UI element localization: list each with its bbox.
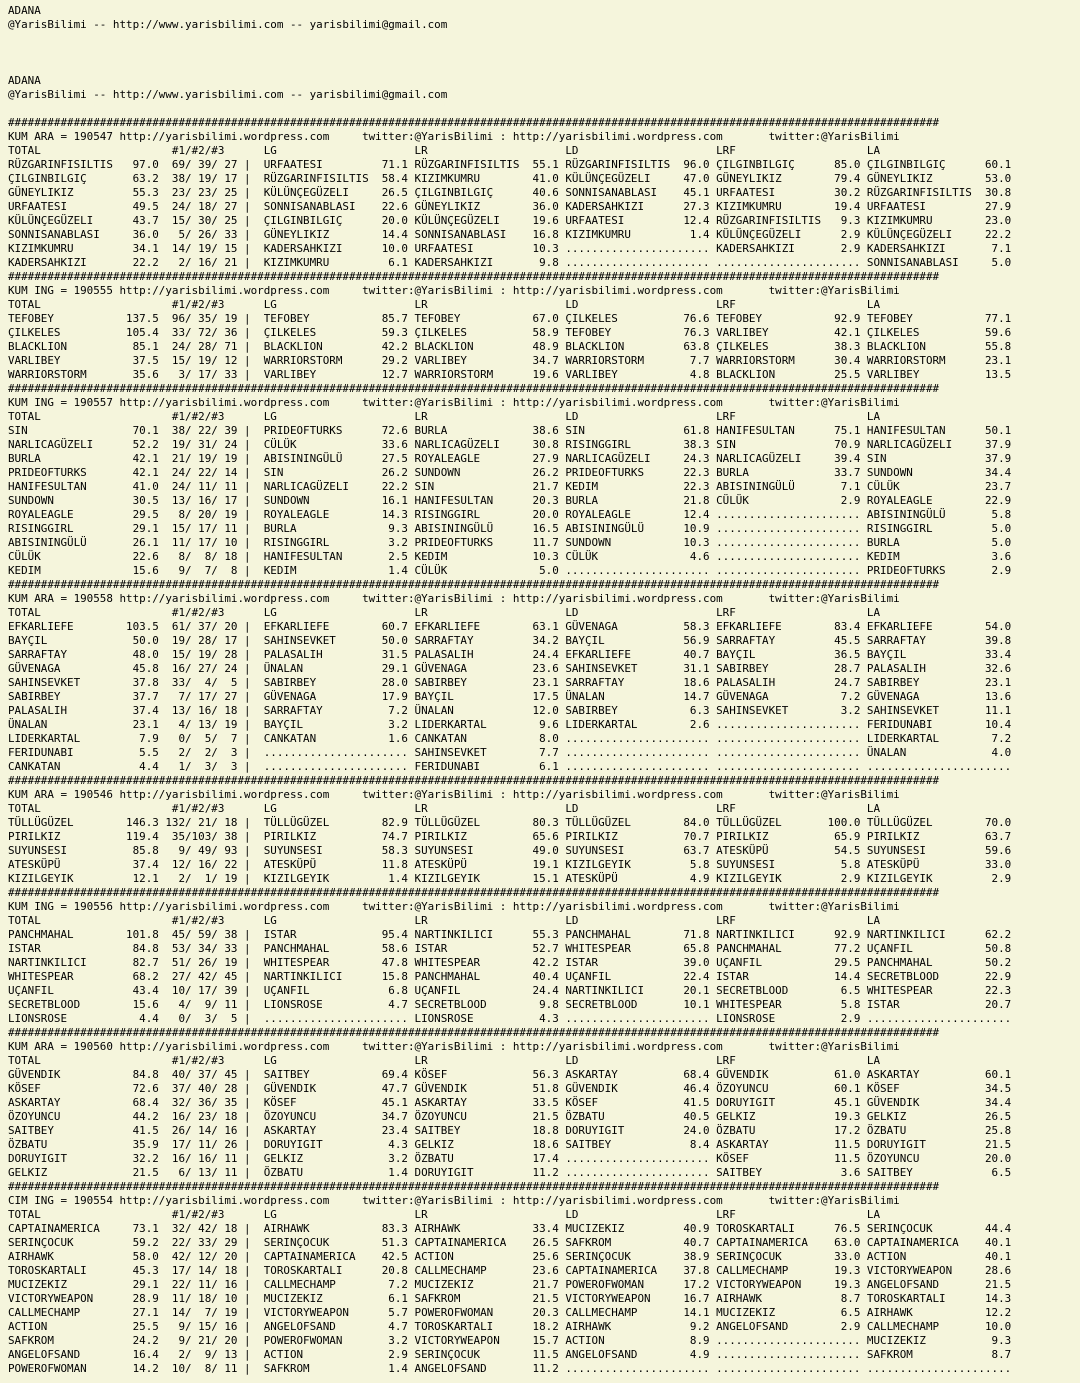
table-row: KÖSEF 72.6 37/ 40/ 28 | GÜVENDIK 47.7 GÜVENDIK 51.8 GÜVENDIK 46.4 ÖZOYUNCU 60.1 KÖSEF 34.5 — [8, 1082, 1012, 1095]
table-title: KUM ARA = 190558 http://yarisbilimi.wordpress.com twitter:@YarisBilimi : http://yarisbilimi.wordpress.com twitter:@YarisBilimi — [8, 592, 900, 605]
table-row: CÜLÜK 22.6 8/ 8/ 18 | HANIFESULTAN 2.5 KEDIM 10.3 CÜLÜK 4.6 ...................... KEDIM 3.6 — [8, 550, 1012, 563]
table-row: TEFOBEY 137.5 96/ 35/ 19 | TEFOBEY 85.7 TEFOBEY 67.0 ÇILKELES 76.6 TEFOBEY 92.9 TEFOBEY 77.1 — [8, 312, 1012, 325]
table-row: ÖZOYUNCU 44.2 16/ 23/ 18 | ÖZOYUNCU 34.7 ÖZOYUNCU 21.5 ÖZBATU 40.5 GELKIZ 19.3 GELKIZ 26.5 — [8, 1110, 1012, 1123]
separator: ############################################################################################################################################## — [8, 116, 940, 129]
table-row: NARTINKILICI 82.7 51/ 26/ 19 | WHITESPEAR 47.8 WHITESPEAR 42.2 ISTAR 39.0 UÇANFIL 29.5 PANCHMAHAL 50.2 — [8, 956, 1012, 969]
table-row: ROYALEAGLE 29.5 8/ 20/ 19 | ROYALEAGLE 14.3 RISINGGIRL 20.0 ROYALEAGLE 12.4 ...................... ABISININGÜLÜ 5.8 — [8, 508, 1012, 521]
page-title-repeat: ADANA — [8, 74, 41, 87]
table-row: VICTORYWEAPON 28.9 11/ 18/ 10 | MUCIZEKIZ 6.1 SAFKROM 21.5 VICTORYWEAPON 16.7 AIRHAWK 8.7 TOROSKARTALI 14.3 — [8, 1292, 1012, 1305]
table-row: GÜNEYLIKIZ 55.3 23/ 23/ 25 | KÜLÜNÇEGÜZELI 26.5 ÇILGINBILGIÇ 40.6 SONNISANABLASI 45.1 URFAATESI 30.2 RÜZGARINFISILTIS 30.8 — [8, 186, 1012, 199]
table-row: BURLA 42.1 21/ 19/ 19 | ABISININGÜLÜ 27.5 ROYALEAGLE 27.9 NARLICAGÜZELI 24.3 NARLICAGÜZELI 39.4 SIN 37.9 — [8, 452, 1012, 465]
table-title: KUM ARA = 190560 http://yarisbilimi.wordpress.com twitter:@YarisBilimi : http://yarisbilimi.wordpress.com twitter:@YarisBilimi — [8, 1040, 900, 1053]
table-row: POWEROFWOMAN 14.2 10/ 8/ 11 | SAFKROM 1.4 ANGELOFSAND 11.2 ...................... ...................... ...................... — [8, 1362, 1012, 1375]
table-header: TOTAL #1/#2/#3 LG LR LD LRF LA — [8, 1054, 881, 1067]
table-header: TOTAL #1/#2/#3 LG LR LD LRF LA — [8, 1208, 881, 1221]
table-row: SABIRBEY 37.7 7/ 17/ 27 | GÜVENAGA 17.9 BAYÇIL 17.5 ÜNALAN 14.7 GÜVENAGA 7.2 GÜVENAGA 13.6 — [8, 690, 1012, 703]
table-row: ABISININGÜLÜ 26.1 11/ 17/ 10 | RISINGGIRL 3.2 PRIDEOFTURKS 11.7 SUNDOWN 10.3 ...................... BURLA 5.0 — [8, 536, 1012, 549]
table-title: KUM ARA = 190547 http://yarisbilimi.wordpress.com twitter:@YarisBilimi : http://yarisbilimi.wordpress.com twitter:@YarisBilimi — [8, 130, 900, 143]
table-row: SIN 70.1 38/ 22/ 39 | PRIDEOFTURKS 72.6 BURLA 38.6 SIN 61.8 HANIFESULTAN 75.1 HANIFESULTAN 50.1 — [8, 424, 1012, 437]
table-row: KIZILGEYIK 12.1 2/ 1/ 19 | KIZILGEYIK 1.4 KIZILGEYIK 15.1 ATESKÜPÜ 4.9 KIZILGEYIK 2.9 KIZILGEYIK 2.9 — [8, 872, 1012, 885]
table-row: HANIFESULTAN 41.0 24/ 11/ 11 | NARLICAGÜZELI 22.2 SIN 21.7 KEDIM 22.3 ABISININGÜLÜ 7.1 CÜLÜK 23.7 — [8, 480, 1012, 493]
table-title: KUM ING = 190557 http://yarisbilimi.wordpress.com twitter:@YarisBilimi : http://yarisbilimi.wordpress.com twitter:@YarisBilimi — [8, 396, 900, 409]
separator: ############################################################################################################################################## — [8, 382, 940, 395]
table-row: RÜZGARINFISILTIS 97.0 69/ 39/ 27 | URFAATESI 71.1 RÜZGARINFISILTIS 55.1 RÜZGARINFISILTIS 96.0 ÇILGINBILGIÇ 85.0 ÇILGINBILGIÇ 60.1 — [8, 158, 1012, 171]
table-row: ISTAR 84.8 53/ 34/ 33 | PANCHMAHAL 58.6 ISTAR 52.7 WHITESPEAR 65.8 PANCHMAHAL 77.2 UÇANFIL 50.8 — [8, 942, 1012, 955]
table-row: LIDERKARTAL 7.9 0/ 5/ 7 | CANKATAN 1.6 CANKATAN 8.0 ...................... ...................... LIDERKARTAL 7.2 — [8, 732, 1012, 745]
table-row: CALLMECHAMP 27.1 14/ 7/ 19 | VICTORYWEAPON 5.7 POWEROFWOMAN 20.3 CALLMECHAMP 14.1 MUCIZEKIZ 6.5 AIRHAWK 12.2 — [8, 1306, 1012, 1319]
table-header: TOTAL #1/#2/#3 LG LR LD LRF LA — [8, 802, 881, 815]
table-row: LIONSROSE 4.4 0/ 3/ 5 | ...................... LIONSROSE 4.3 ...................... LIONSROSE 2.9 ...................... — [8, 1012, 1012, 1025]
race-tables — [8, 116, 1080, 1376]
table-row: ÇILGINBILGIÇ 63.2 38/ 19/ 17 | RÜZGARINFISILTIS 58.4 KIZIMKUMRU 41.0 KÜLÜNÇEGÜZELI 47.0 GÜNEYLIKIZ 79.4 GÜNEYLIKIZ 53.0 — [8, 172, 1012, 185]
table-header: TOTAL #1/#2/#3 LG LR LD LRF LA — [8, 410, 881, 423]
table-row: SARRAFTAY 48.0 15/ 19/ 28 | PALASALIH 31.5 PALASALIH 24.4 EFKARLIEFE 40.7 BAYÇIL 36.5 BAYÇIL 33.4 — [8, 648, 1012, 661]
table-row: WHITESPEAR 68.2 27/ 42/ 45 | NARTINKILICI 15.8 PANCHMAHAL 40.4 UÇANFIL 22.4 ISTAR 14.4 SECRETBLOOD 22.9 — [8, 970, 1012, 983]
separator: ############################################################################################################################################## — [8, 1180, 940, 1193]
table-row: ANGELOFSAND 16.4 2/ 9/ 13 | ACTION 2.9 SERINÇOCUK 11.5 ANGELOFSAND 4.9 ...................... SAFKROM 8.7 — [8, 1348, 1012, 1361]
table-row: ACTION 25.5 9/ 15/ 16 | ANGELOFSAND 4.7 TOROSKARTALI 18.2 AIRHAWK 9.2 ANGELOFSAND 2.9 CALLMECHAMP 10.0 — [8, 1320, 1012, 1333]
table-row: TOROSKARTALI 45.3 17/ 14/ 18 | TOROSKARTALI 20.8 CALLMECHAMP 23.6 CAPTAINAMERICA 37.8 CALLMECHAMP 19.3 VICTORYWEAPON 28.6 — [8, 1264, 1012, 1277]
table-title: CIM ING = 190554 http://yarisbilimi.wordpress.com twitter:@YarisBilimi : http://yarisbilimi.wordpress.com twitter:@YarisBilimi — [8, 1194, 900, 1207]
table-row: ÇILKELES 105.4 33/ 72/ 36 | ÇILKELES 59.3 ÇILKELES 58.9 TEFOBEY 76.3 VARLIBEY 42.1 ÇILKELES 59.6 — [8, 326, 1012, 339]
table-row: SONNISANABLASI 36.0 5/ 26/ 33 | GÜNEYLIKIZ 14.4 SONNISANABLASI 16.8 KIZIMKUMRU 1.4 KÜLÜNÇEGÜZELI 2.9 KÜLÜNÇEGÜZELI 22.2 — [8, 228, 1012, 241]
table-header: TOTAL #1/#2/#3 LG LR LD LRF LA — [8, 298, 881, 311]
table-row: TÜLLÜGÜZEL 146.3 132/ 21/ 18 | TÜLLÜGÜZEL 82.9 TÜLLÜGÜZEL 80.3 TÜLLÜGÜZEL 84.0 TÜLLÜGÜZEL 100.0 TÜLLÜGÜZEL 70.0 — [8, 816, 1012, 829]
table-row: ÖZBATU 35.9 17/ 11/ 26 | DORUYIGIT 4.3 GELKIZ 18.6 SAITBEY 8.4 ASKARTAY 11.5 DORUYIGIT 21.5 — [8, 1138, 1012, 1151]
credit-line-repeat: @YarisBilimi -- http://www.yarisbilimi.com -- yarisbilimi@gmail.com — [8, 88, 448, 101]
table-row: GÜVENDIK 84.8 40/ 37/ 45 | SAITBEY 69.4 KÖSEF 56.3 ASKARTAY 68.4 GÜVENDIK 61.0 ASKARTAY 60.1 — [8, 1068, 1012, 1081]
table-title: KUM ING = 190556 http://yarisbilimi.wordpress.com twitter:@YarisBilimi : http://yarisbilimi.wordpress.com twitter:@YarisBilimi — [8, 900, 900, 913]
table-row: ASKARTAY 68.4 32/ 36/ 35 | KÖSEF 45.1 ASKARTAY 33.5 KÖSEF 41.5 DORUYIGIT 45.1 GÜVENDIK 34.4 — [8, 1096, 1012, 1109]
table-row: VARLIBEY 37.5 15/ 19/ 12 | WARRIORSTORM 29.2 VARLIBEY 34.7 WARRIORSTORM 7.7 WARRIORSTORM 30.4 WARRIORSTORM 23.1 — [8, 354, 1012, 367]
table-row: KIZIMKUMRU 34.1 14/ 19/ 15 | KADERSAHKIZI 10.0 URFAATESI 10.3 ...................... KADERSAHKIZI 2.9 KADERSAHKIZI 7.1 — [8, 242, 1012, 255]
table-row: BLACKLION 85.1 24/ 28/ 71 | BLACKLION 42.2 BLACKLION 48.9 BLACKLION 63.8 ÇILKELES 38.3 BLACKLION 55.8 — [8, 340, 1012, 353]
table-row: PIRILKIZ 119.4 35/103/ 38 | PIRILKIZ 74.7 PIRILKIZ 65.6 PIRILKIZ 70.7 PIRILKIZ 65.9 PIRILKIZ 63.7 — [8, 830, 1012, 843]
table-title: KUM ING = 190555 http://yarisbilimi.wordpress.com twitter:@YarisBilimi : http://yarisbilimi.wordpress.com twitter:@YarisBilimi — [8, 284, 900, 297]
table-header: TOTAL #1/#2/#3 LG LR LD LRF LA — [8, 606, 881, 619]
table-row: PALASALIH 37.4 13/ 16/ 18 | SARRAFTAY 7.2 ÜNALAN 12.0 SABIRBEY 6.3 SAHINSEVKET 3.2 SAHINSEVKET 11.1 — [8, 704, 1012, 717]
table-row: KADERSAHKIZI 22.2 2/ 16/ 21 | KIZIMKUMRU 6.1 KADERSAHKIZI 9.8 ...................... ...................... SONNISANABLASI 5.0 — [8, 256, 1012, 269]
table-row: EFKARLIEFE 103.5 61/ 37/ 20 | EFKARLIEFE 60.7 EFKARLIEFE 63.1 GÜVENAGA 58.3 EFKARLIEFE 83.4 EFKARLIEFE 54.0 — [8, 620, 1012, 633]
table-row: SUYUNSESI 85.8 9/ 49/ 93 | SUYUNSESI 58.3 SUYUNSESI 49.0 SUYUNSESI 63.7 ATESKÜPÜ 54.5 SUYUNSESI 59.6 — [8, 844, 1012, 857]
table-row: ATESKÜPÜ 37.4 12/ 16/ 22 | ATESKÜPÜ 11.8 ATESKÜPÜ 19.1 KIZILGEYIK 5.8 SUYUNSESI 5.8 ATESKÜPÜ 33.0 — [8, 858, 1012, 871]
table-row: PANCHMAHAL 101.8 45/ 59/ 38 | ISTAR 95.4 NARTINKILICI 55.3 PANCHMAHAL 71.8 NARTINKILICI 92.9 NARTINKILICI 62.2 — [8, 928, 1012, 941]
table-row: GÜVENAGA 45.8 16/ 27/ 24 | ÜNALAN 29.1 GÜVENAGA 23.6 SAHINSEVKET 31.1 SABIRBEY 28.7 PALASALIH 32.6 — [8, 662, 1012, 675]
table-header: TOTAL #1/#2/#3 LG LR LD LRF LA — [8, 144, 881, 157]
table-row: SUNDOWN 30.5 13/ 16/ 17 | SUNDOWN 16.1 HANIFESULTAN 20.3 BURLA 21.8 CÜLÜK 2.9 ROYALEAGLE 22.9 — [8, 494, 1012, 507]
table-row: PRIDEOFTURKS 42.1 24/ 22/ 14 | SIN 26.2 SUNDOWN 26.2 PRIDEOFTURKS 22.3 BURLA 33.7 SUNDOWN 34.4 — [8, 466, 1012, 479]
table-row: NARLICAGÜZELI 52.2 19/ 31/ 24 | CÜLÜK 33.6 NARLICAGÜZELI 30.8 RISINGGIRL 38.3 SIN 70.9 NARLICAGÜZELI 37.9 — [8, 438, 1012, 451]
table-row: FERIDUNABI 5.5 2/ 2/ 3 | ...................... SAHINSEVKET 7.7 ...................... ...................... ÜNALAN 4.0 — [8, 746, 1012, 759]
table-row: SAITBEY 41.5 26/ 14/ 16 | ASKARTAY 23.4 SAITBEY 18.8 DORUYIGIT 24.0 ÖZBATU 17.2 ÖZBATU 25.8 — [8, 1124, 1012, 1137]
separator: ############################################################################################################################################## — [8, 774, 940, 787]
table-row: MUCIZEKIZ 29.1 22/ 11/ 16 | CALLMECHAMP 7.2 MUCIZEKIZ 21.7 POWEROFWOMAN 17.2 VICTORYWEAPON 19.3 ANGELOFSAND 21.5 — [8, 1278, 1012, 1291]
table-row: BAYÇIL 50.0 19/ 28/ 17 | SAHINSEVKET 50.0 SARRAFTAY 34.2 BAYÇIL 56.9 SARRAFTAY 45.5 SARRAFTAY 39.8 — [8, 634, 1012, 647]
table-row: SECRETBLOOD 15.6 4/ 9/ 11 | LIONSROSE 4.7 SECRETBLOOD 9.8 SECRETBLOOD 10.1 WHITESPEAR 5.8 ISTAR 20.7 — [8, 998, 1012, 1011]
separator: ############################################################################################################################################## — [8, 270, 940, 283]
table-row: URFAATESI 49.5 24/ 18/ 27 | SONNISANABLASI 22.6 GÜNEYLIKIZ 36.0 KADERSAHKIZI 27.3 KIZIMKUMRU 19.4 URFAATESI 27.9 — [8, 200, 1012, 213]
table-row: UÇANFIL 43.4 10/ 17/ 39 | UÇANFIL 6.8 UÇANFIL 24.4 NARTINKILICI 20.1 SECRETBLOOD 6.5 WHITESPEAR 22.3 — [8, 984, 1012, 997]
table-row: ÜNALAN 23.1 4/ 13/ 19 | BAYÇIL 3.2 LIDERKARTAL 9.6 LIDERKARTAL 2.6 ...................... FERIDUNABI 10.4 — [8, 718, 1012, 731]
table-row: KÜLÜNÇEGÜZELI 43.7 15/ 30/ 25 | ÇILGINBILGIÇ 20.0 KÜLÜNÇEGÜZELI 19.6 URFAATESI 12.4 RÜZGARINFISILTIS 9.3 KIZIMKUMRU 23.0 — [8, 214, 1012, 227]
table-row: KEDIM 15.6 9/ 7/ 8 | KEDIM 1.4 CÜLÜK 5.0 ...................... ...................... PRIDEOFTURKS 2.9 — [8, 564, 1012, 577]
table-row: CAPTAINAMERICA 73.1 32/ 42/ 18 | AIRHAWK 83.3 AIRHAWK 33.4 MUCIZEKIZ 40.9 TOROSKARTALI 76.5 SERINÇOCUK 44.4 — [8, 1222, 1012, 1235]
table-row: SERINÇOCUK 59.2 22/ 33/ 29 | SERINÇOCUK 51.3 CAPTAINAMERICA 26.5 SAFKROM 40.7 CAPTAINAMERICA 63.0 CAPTAINAMERICA 40.1 — [8, 1236, 1012, 1249]
table-row: DORUYIGIT 32.2 16/ 16/ 11 | GELKIZ 3.2 ÖZBATU 17.4 ...................... KÖSEF 11.5 ÖZOYUNCU 20.0 — [8, 1152, 1012, 1165]
table-row: SAFKROM 24.2 9/ 21/ 20 | POWEROFWOMAN 3.2 VICTORYWEAPON 15.7 ACTION 8.9 ...................... MUCIZEKIZ 9.3 — [8, 1334, 1012, 1347]
page-title: ADANA — [8, 4, 41, 17]
table-title: KUM ARA = 190546 http://yarisbilimi.wordpress.com twitter:@YarisBilimi : http://yarisbilimi.wordpress.com twitter:@YarisBilimi — [8, 788, 900, 801]
credit-line: @YarisBilimi -- http://www.yarisbilimi.com -- yarisbilimi@gmail.com — [8, 18, 448, 31]
separator: ############################################################################################################################################## — [8, 578, 940, 591]
table-row: RISINGGIRL 29.1 15/ 17/ 11 | BURLA 9.3 ABISININGÜLÜ 16.5 ABISININGÜLÜ 10.9 ...................... RISINGGIRL 5.0 — [8, 522, 1012, 535]
table-row: AIRHAWK 58.0 42/ 12/ 20 | CAPTAINAMERICA 42.5 ACTION 25.6 SERINÇOCUK 38.9 SERINÇOCUK 33.0 ACTION 40.1 — [8, 1250, 1012, 1263]
table-row: WARRIORSTORM 35.6 3/ 17/ 33 | VARLIBEY 12.7 WARRIORSTORM 19.6 VARLIBEY 4.8 BLACKLION 25.5 VARLIBEY 13.5 — [8, 368, 1012, 381]
table-row: GELKIZ 21.5 6/ 13/ 11 | ÖZBATU 1.4 DORUYIGIT 11.2 ...................... SAITBEY 3.6 SAITBEY 6.5 — [8, 1166, 1012, 1179]
table-row: CANKATAN 4.4 1/ 3/ 3 | ...................... FERIDUNABI 6.1 ...................... ...................... ...................... — [8, 760, 1012, 773]
table-row: SAHINSEVKET 37.8 33/ 4/ 5 | SABIRBEY 28.0 SABIRBEY 23.1 SARRAFTAY 18.6 PALASALIH 24.7 SABIRBEY 23.1 — [8, 676, 1012, 689]
table-header: TOTAL #1/#2/#3 LG LR LD LRF LA — [8, 914, 881, 927]
separator: ############################################################################################################################################## — [8, 886, 940, 899]
separator: ############################################################################################################################################## — [8, 1026, 940, 1039]
